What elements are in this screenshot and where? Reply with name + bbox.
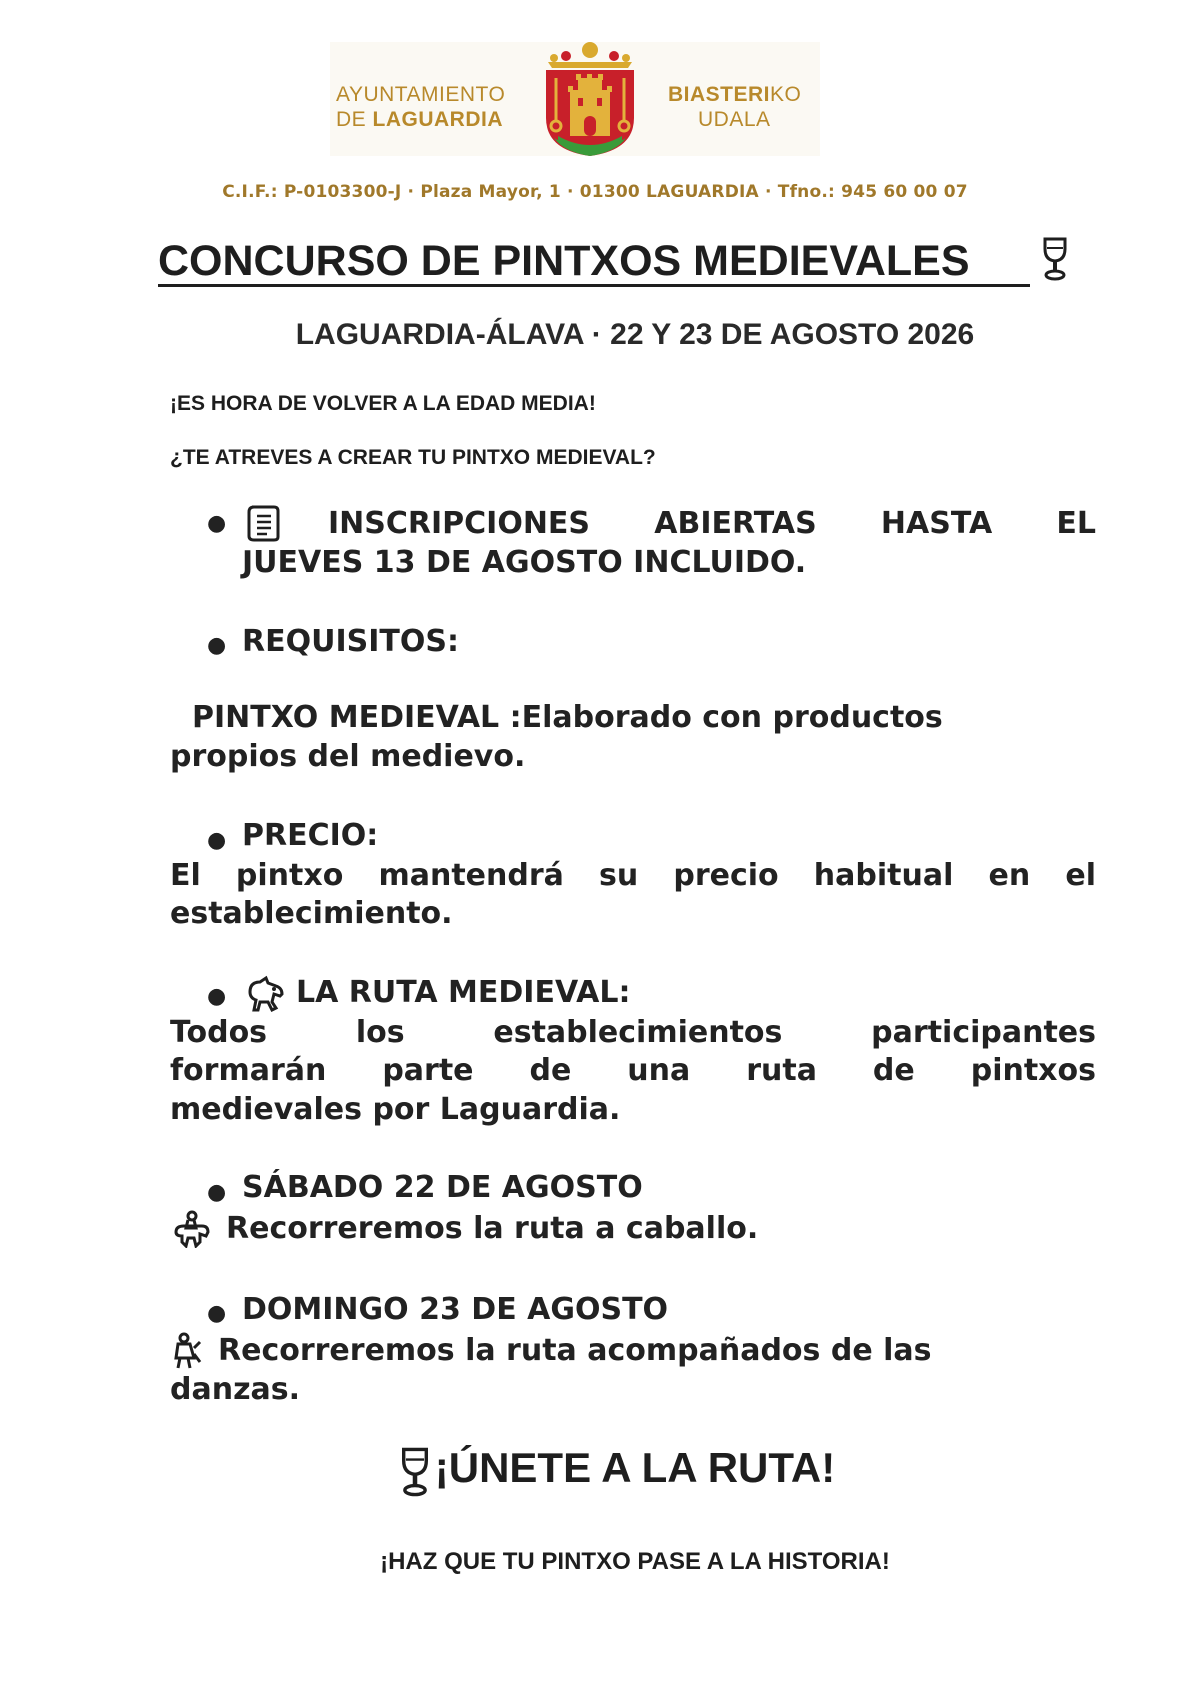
requisitos-line2: propios del medievo. [170, 739, 526, 774]
inscripciones-line2: JUEVES 13 DE AGOSTO INCLUIDO. [242, 545, 807, 580]
ruta-line3: medievales por Laguardia. [170, 1092, 621, 1127]
domingo-heading: DOMINGO 23 DE AGOSTO [242, 1292, 669, 1327]
dancers-icon [172, 1332, 204, 1370]
precio-line2: establecimiento. [170, 896, 453, 931]
domingo-text2: danzas. [170, 1372, 301, 1407]
domingo-text: Recorreremos la ruta acompañados de las [218, 1333, 932, 1368]
horse-rider-icon [172, 1210, 212, 1248]
bullet-dot: ● [207, 1180, 227, 1205]
horse-icon [246, 974, 286, 1012]
intro-line-2: ¿TE ATREVES A CREAR TU PINTXO MEDIEVAL? [170, 446, 656, 469]
precio-line1: El pintxo mantendrá su precio habitual en el [170, 858, 1096, 893]
bullet-dot: ● [207, 1301, 227, 1326]
sabado-heading: SÁBADO 22 DE AGOSTO [242, 1170, 643, 1205]
cif-address-line: C.I.F.: P-0103300-J · Plaza Mayor, 1 · 01300 LAGUARDIA · Tfno.: 945 60 00 07 [222, 182, 968, 202]
logo-right-line1 [668, 83, 801, 106]
logo-left-bold: LAGUARDIA [372, 108, 504, 131]
bullet-dot: ● [207, 511, 227, 536]
goblet-icon [1042, 236, 1068, 282]
inscripciones-line1: INSCRIPCIONES ABIERTAS HASTA EL [328, 506, 1096, 541]
page-title: CONCURSO DE PINTXOS MEDIEVALES [158, 238, 1030, 287]
requisitos-line1 [192, 698, 943, 737]
event-subtitle: LAGUARDIA-ÁLAVA · 22 Y 23 DE AGOSTO 2026 [295, 318, 975, 351]
logo-right-light: KO [770, 83, 802, 106]
ruta-line1: Todos los establecimientos participantes [170, 1015, 1096, 1050]
logo-left-prefix: DE [336, 108, 373, 131]
ruta-line2: formarán parte de una ruta de pintxos [170, 1053, 1096, 1088]
ruta-heading: LA RUTA MEDIEVAL: [296, 975, 631, 1010]
sabado-text: Recorreremos la ruta a caballo. [226, 1211, 759, 1246]
logo-text-ayuntamiento [336, 82, 536, 132]
requisitos-heading: REQUISITOS: [242, 624, 459, 659]
cta-heading: ¡ÚNETE A LA RUTA! [434, 1444, 836, 1491]
scroll-icon [246, 504, 280, 542]
coat-of-arms-icon [536, 42, 644, 158]
precio-heading: PRECIO: [242, 818, 379, 853]
bullet-dot: ● [207, 633, 227, 658]
logo-text-biasteriko [668, 82, 828, 132]
logo-right-bold: BIASTERI [668, 83, 771, 106]
bullet-dot: ● [207, 984, 227, 1009]
requisitos-text: Elaborado con productos [521, 700, 943, 735]
closing-line: ¡HAZ QUE TU PINTXO PASE A LA HISTORIA! [380, 1548, 890, 1575]
bullet-dot: ● [207, 828, 227, 853]
logo-right-line2: UDALA [698, 108, 771, 131]
intro-line-1: ¡ES HORA DE VOLVER A LA EDAD MEDIA! [170, 392, 596, 415]
logo-left-line2 [336, 108, 503, 131]
requisitos-label: PINTXO MEDIEVAL : [192, 700, 522, 735]
logo-left-line1: AYUNTAMIENTO [336, 83, 506, 106]
